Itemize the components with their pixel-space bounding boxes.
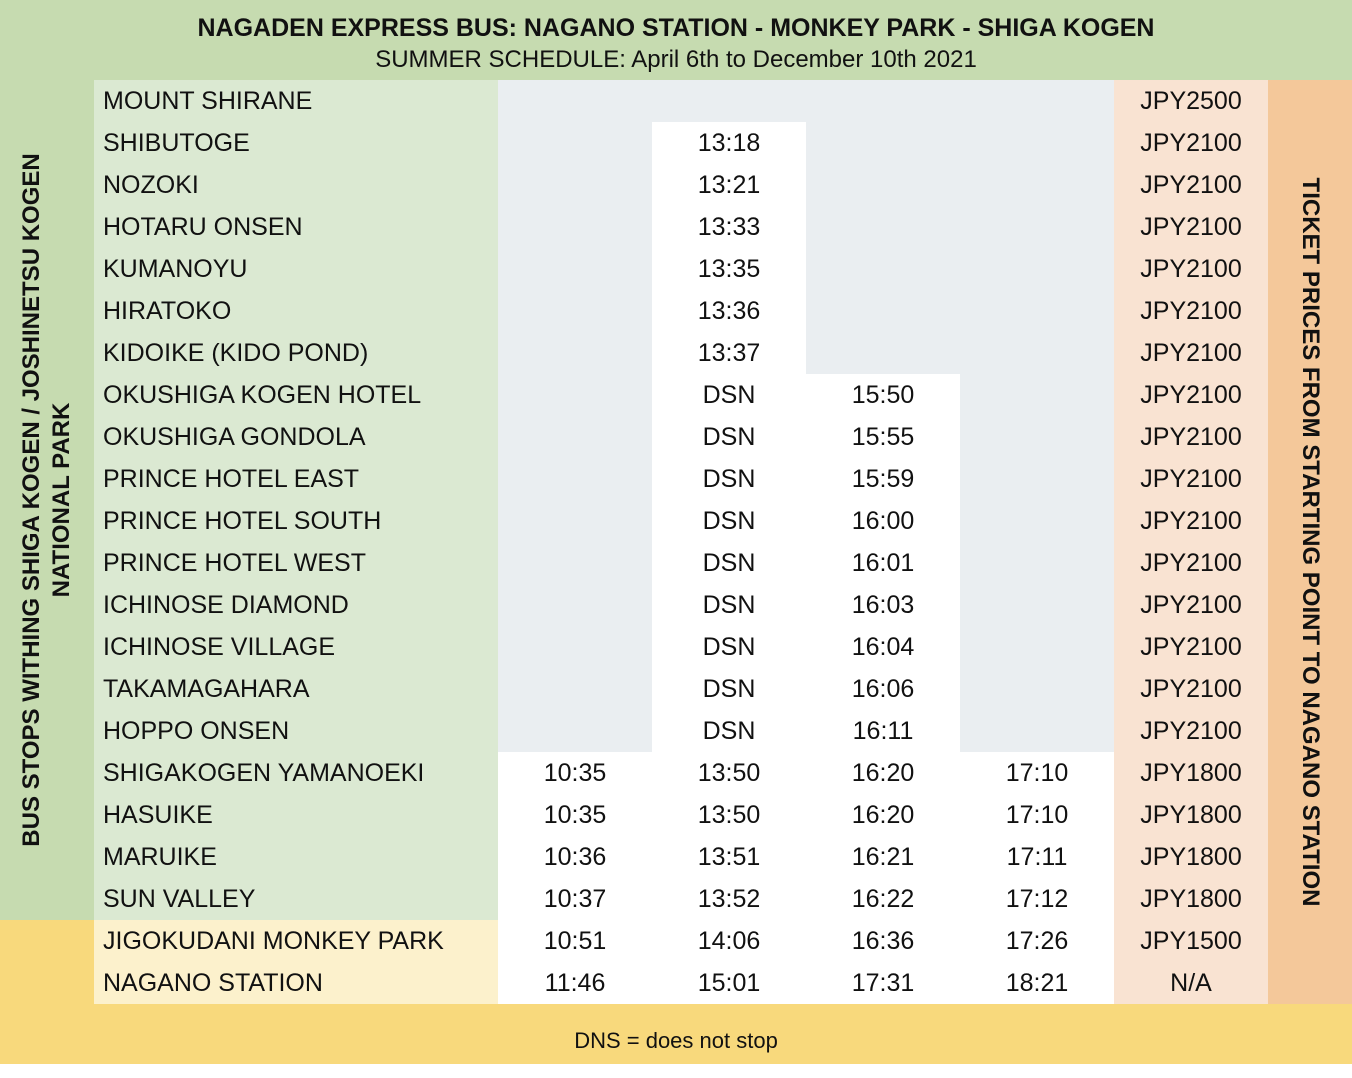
- departure-time: [806, 248, 960, 290]
- departure-time: 18:21: [1005, 969, 1069, 997]
- stop-name: NOZOKI: [103, 171, 199, 199]
- footer-note: DNS = does not stop: [0, 1004, 1352, 1064]
- bus-stops-label-line-1: BUS STOPS WITHING SHIGA KOGEN / JOSHINETSU KOGEN: [18, 153, 45, 847]
- departure-time: 13:21: [697, 171, 761, 199]
- departure-time: [960, 332, 1114, 374]
- departure-time: [960, 710, 1114, 752]
- departure-time: 10:36: [543, 843, 607, 871]
- ticket-price: JPY2100: [1140, 423, 1242, 451]
- ticket-price: JPY2100: [1140, 213, 1242, 241]
- departure-time: 16:22: [851, 885, 915, 913]
- ticket-prices-vertical-label: TICKET PRICES FROM STARTING POINT TO NAGANO STATION: [1297, 177, 1324, 907]
- departure-time: 16:01: [851, 549, 915, 577]
- departure-time: [806, 122, 960, 164]
- ticket-price: JPY1800: [1140, 885, 1242, 913]
- ticket-price: JPY2500: [1140, 87, 1242, 115]
- departure-time: DSN: [702, 423, 756, 451]
- departure-time: 10:35: [543, 759, 607, 787]
- departure-time: 16:03: [851, 591, 915, 619]
- departure-time: [498, 584, 652, 626]
- departure-time: [498, 248, 652, 290]
- departure-time: 17:11: [1006, 843, 1068, 871]
- departure-time: [498, 206, 652, 248]
- bus-stops-label-line-2: NATIONAL PARK: [48, 402, 75, 598]
- ticket-price: JPY2100: [1140, 549, 1242, 577]
- departure-time: [960, 500, 1114, 542]
- departure-time: 17:12: [1005, 885, 1069, 913]
- ticket-price: JPY2100: [1140, 255, 1242, 283]
- page-title: NAGADEN EXPRESS BUS: NAGANO STATION - MONKEY PARK - SHIGA KOGEN: [197, 14, 1155, 42]
- stop-name: JIGOKUDANI MONKEY PARK: [103, 927, 444, 955]
- departure-time: 16:20: [851, 759, 915, 787]
- stop-name: MARUIKE: [103, 843, 217, 871]
- ticket-price: JPY2100: [1140, 633, 1242, 661]
- departure-time: 16:36: [851, 927, 915, 955]
- ticket-price: JPY2100: [1140, 675, 1242, 703]
- departure-time: 15:59: [851, 465, 915, 493]
- departure-time: 13:51: [697, 843, 761, 871]
- departure-time: 11:46: [544, 969, 606, 997]
- departure-time: [498, 332, 652, 374]
- departure-time: [652, 80, 806, 122]
- departure-time: 15:50: [851, 381, 915, 409]
- departure-time: [960, 80, 1114, 122]
- ticket-price: JPY1500: [1140, 927, 1242, 955]
- departure-time: [806, 332, 960, 374]
- departure-time: [960, 584, 1114, 626]
- page-subtitle: SUMMER SCHEDULE: April 6th to December 10th 2021: [375, 46, 977, 73]
- ticket-price: JPY1800: [1140, 801, 1242, 829]
- departure-time: DSN: [702, 465, 756, 493]
- stop-name: SHIBUTOGE: [103, 129, 250, 157]
- stop-name: OKUSHIGA KOGEN HOTEL: [103, 381, 422, 409]
- ticket-price: N/A: [1170, 969, 1212, 997]
- stop-name: SHIGAKOGEN YAMANOEKI: [103, 759, 425, 787]
- stop-name: HIRATOKO: [103, 297, 232, 325]
- departure-time: 16:04: [851, 633, 915, 661]
- departure-time: 16:06: [851, 675, 915, 703]
- departure-time: DSN: [702, 591, 756, 619]
- stop-name: HASUIKE: [103, 801, 213, 829]
- departure-time: [498, 164, 652, 206]
- ticket-price: JPY1800: [1140, 843, 1242, 871]
- stop-name: ICHINOSE VILLAGE: [103, 633, 336, 661]
- departure-time: DSN: [702, 633, 756, 661]
- ticket-price: JPY2100: [1140, 297, 1242, 325]
- departure-time: 13:50: [697, 801, 761, 829]
- departure-time: 13:33: [697, 213, 761, 241]
- stop-name: HOTARU ONSEN: [103, 213, 303, 241]
- stop-name: PRINCE HOTEL EAST: [103, 465, 360, 493]
- departure-time: [960, 626, 1114, 668]
- ticket-price: JPY2100: [1140, 465, 1242, 493]
- stop-name: OKUSHIGA GONDOLA: [103, 423, 366, 451]
- ticket-price: JPY2100: [1140, 717, 1242, 745]
- departure-time: [498, 374, 652, 416]
- departure-time: [498, 542, 652, 584]
- departure-time: [960, 668, 1114, 710]
- departure-time: [960, 458, 1114, 500]
- departure-time: [960, 290, 1114, 332]
- departure-time: [498, 668, 652, 710]
- ticket-price: JPY2100: [1140, 507, 1242, 535]
- departure-time: [960, 248, 1114, 290]
- departure-time: 16:00: [851, 507, 915, 535]
- departure-time: [960, 416, 1114, 458]
- departure-time: 13:37: [697, 339, 761, 367]
- departure-time: [806, 290, 960, 332]
- left-band-bottom: [0, 920, 94, 1004]
- departure-time: 15:55: [851, 423, 915, 451]
- departure-time: [498, 710, 652, 752]
- departure-time: 16:20: [851, 801, 915, 829]
- departure-time: [960, 374, 1114, 416]
- departure-time: 10:51: [543, 927, 607, 955]
- stop-name: KUMANOYU: [103, 255, 248, 283]
- stop-name: SUN VALLEY: [103, 885, 256, 913]
- departure-time: [960, 542, 1114, 584]
- stop-name: HOPPO ONSEN: [103, 717, 290, 745]
- departure-time: [960, 122, 1114, 164]
- bus-stops-vertical-label: [17, 153, 77, 846]
- departure-time: 13:35: [697, 255, 761, 283]
- departure-time: [806, 206, 960, 248]
- departure-time: 17:10: [1005, 801, 1069, 829]
- departure-time: 17:31: [851, 969, 915, 997]
- departure-time: 13:50: [697, 759, 761, 787]
- stop-name: PRINCE HOTEL WEST: [103, 549, 366, 577]
- departure-time: 10:35: [543, 801, 607, 829]
- departure-time: [498, 500, 652, 542]
- departure-time: [960, 206, 1114, 248]
- departure-time: [806, 80, 960, 122]
- departure-time: 16:21: [851, 843, 915, 871]
- departure-time: 10:37: [543, 885, 607, 913]
- departure-time: 17:26: [1005, 927, 1069, 955]
- departure-time: 16:11: [852, 717, 914, 745]
- departure-time: [806, 164, 960, 206]
- departure-time: 13:18: [697, 129, 761, 157]
- departure-time: 15:01: [697, 969, 761, 997]
- departure-time: [960, 164, 1114, 206]
- departure-time: [498, 626, 652, 668]
- departure-time: DSN: [702, 675, 756, 703]
- stop-name: KIDOIKE (KIDO POND): [103, 339, 369, 367]
- departure-time: DSN: [702, 717, 756, 745]
- ticket-price: JPY1800: [1140, 759, 1242, 787]
- stop-name: ICHINOSE DIAMOND: [103, 591, 349, 619]
- departure-time: DSN: [702, 381, 756, 409]
- ticket-price: JPY2100: [1140, 591, 1242, 619]
- stop-name: TAKAMAGAHARA: [103, 675, 310, 703]
- ticket-price: JPY2100: [1140, 171, 1242, 199]
- departure-time: [498, 458, 652, 500]
- ticket-price: JPY2100: [1140, 381, 1242, 409]
- stop-name: NAGANO STATION: [103, 969, 323, 997]
- stop-name: MOUNT SHIRANE: [103, 87, 313, 115]
- departure-time: 13:52: [697, 885, 761, 913]
- departure-time: 13:36: [697, 297, 761, 325]
- departure-time: DSN: [702, 507, 756, 535]
- departure-time: 17:10: [1005, 759, 1069, 787]
- departure-time: [498, 416, 652, 458]
- ticket-price: JPY2100: [1140, 339, 1242, 367]
- stop-name: PRINCE HOTEL SOUTH: [103, 507, 382, 535]
- departure-time: 14:06: [697, 927, 761, 955]
- departure-time: [498, 122, 652, 164]
- ticket-price: JPY2100: [1140, 129, 1242, 157]
- departure-time: [498, 290, 652, 332]
- departure-time: [498, 80, 652, 122]
- header: [0, 0, 1352, 80]
- departure-time: DSN: [702, 549, 756, 577]
